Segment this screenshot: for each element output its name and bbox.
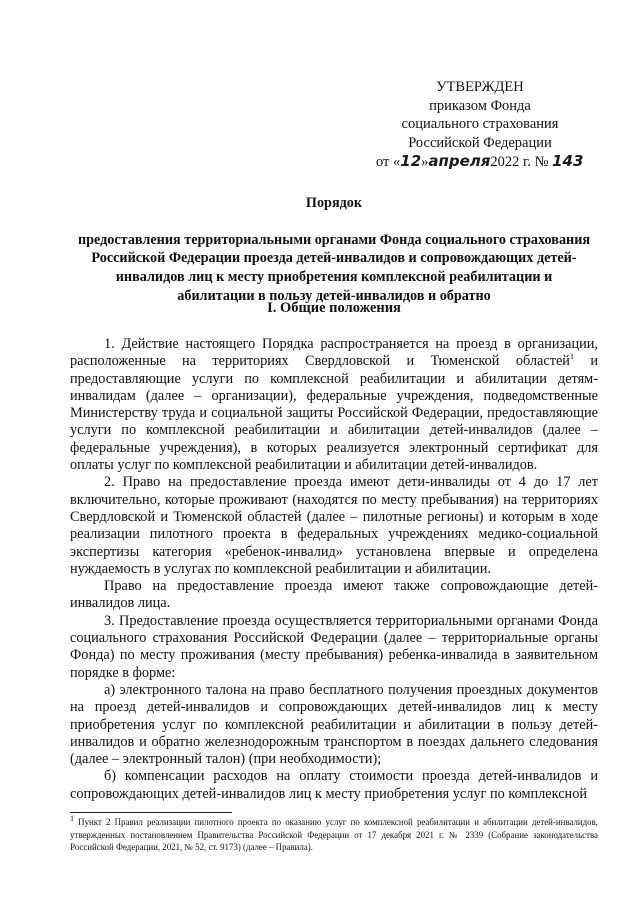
date-prefix: от « — [376, 154, 401, 170]
footnote-ref: 1 — [569, 352, 574, 362]
date-day-handwritten: 12 — [400, 152, 422, 170]
footnote-mark: 1 — [70, 814, 74, 824]
title-line-2: Российской Федерации проезда детей-инвалидов и сопровождающих детей- — [91, 250, 577, 267]
paragraph-3: Право на предоставление проезда имеют также сопровождающие детей-инвалидов лица. — [70, 578, 598, 612]
title-line-4: абилитации в пользу детей-инвалидов и обратно — [177, 287, 491, 304]
title-heading: Порядок — [305, 195, 363, 211]
body-text — [70, 336, 598, 803]
title-line-1: предоставления территориальными органами Фонда социального страхования — [77, 231, 591, 248]
paragraph-2: 2. Право на предоставление проезда имеют дети-инвалиды от 4 до 17 лет включительно, которые проживают (находятся по месту пребывания) на территориях Свердловской и Тюменской областей (далее – пилотные регионы) и которым в ходе реализации пилотного проекта в федеральных учреждениях медико-социальной экспертизы категория «ребенок-инвалид» установлена впервые и определена нуждаемость в услугах по комплексной реабилитации и абилитации. — [70, 474, 598, 577]
date-month-handwritten: апреля — [428, 152, 491, 170]
paragraph-1-tail: и предоставляющие услуги по комплексной реабилитации и абилитации детям-инвалидам (далее – организации), федеральные учреждения, подведомственные Министерству труда и социальной защиты Российской Федерации, предоставляющие услуги по комплексной реабилитации и абилитации детей-инвалидов (далее – федеральные учреждения), в которых реализуется электронный сертификат для оплаты услуг по комплексной реабилитации и абилитации детей-инвалидов. — [70, 353, 598, 474]
title-line-3: инвалидов лиц к месту приобретения комплексной реабилитации и — [115, 269, 553, 286]
paragraph-6: б) компенсации расходов на оплату стоимости проезда детей-инвалидов и сопровождающих детей-инвалидов лиц к месту приобретения услуг по комплексной — [70, 768, 598, 802]
footnote-text: Пункт 2 Правил реализации пилотного проекта по оказанию услуг по комплексной реабилитации и абилитации детей-инвалидов, утвержденных постановлением Правительства Российской Федерации от 17 декабря 2021 г. № 2339 (Собрание законодательства Российской Федерации, 2021, № 52, ст. 9173) (далее – Правила). — [70, 817, 598, 852]
approval-line-2: социального страхования — [401, 116, 559, 132]
approval-line-1: приказом Фонда — [429, 97, 531, 114]
paragraph-1 — [70, 336, 598, 474]
paragraph-5: а) электронного талона на право бесплатного получения проездных документов на проезд детей-инвалидов и сопровождающих детей-инвалидов лиц к месту приобретения услуг по комплексной реабилитации и абилитации в пользу детей-инвалидов и обратно железнодорожным транспортом в поездах дальнего следования (далее – электронный талон) (при необходимости); — [70, 681, 598, 768]
approval-stamp — [360, 78, 600, 172]
paragraph-1-text: 1. Действие настоящего Порядка распространяется на проезд в организации, расположенные на территориях Свердловской и Тюменской областей — [70, 336, 598, 370]
approval-date-line — [376, 152, 600, 172]
approval-title: УТВЕРЖДЕН — [436, 79, 524, 95]
paragraph-4: 3. Предоставление проезда осуществляется территориальными органами Фонда социального страхования Российской Федерации (далее – территориальные органы Фонда) по месту проживания (месту пребывания) ребенка-инвалида в заявительном порядке в форме: — [70, 612, 598, 681]
date-mid: » — [421, 154, 429, 170]
order-number-handwritten: 143 — [552, 152, 584, 170]
approval-line-3: Российской Федерации — [408, 134, 552, 151]
document-title — [70, 194, 598, 306]
section-title: I. Общие положения — [267, 300, 401, 316]
date-year: 2022 г. № — [490, 154, 549, 170]
footnote — [70, 816, 598, 854]
footnote-divider — [70, 812, 232, 813]
